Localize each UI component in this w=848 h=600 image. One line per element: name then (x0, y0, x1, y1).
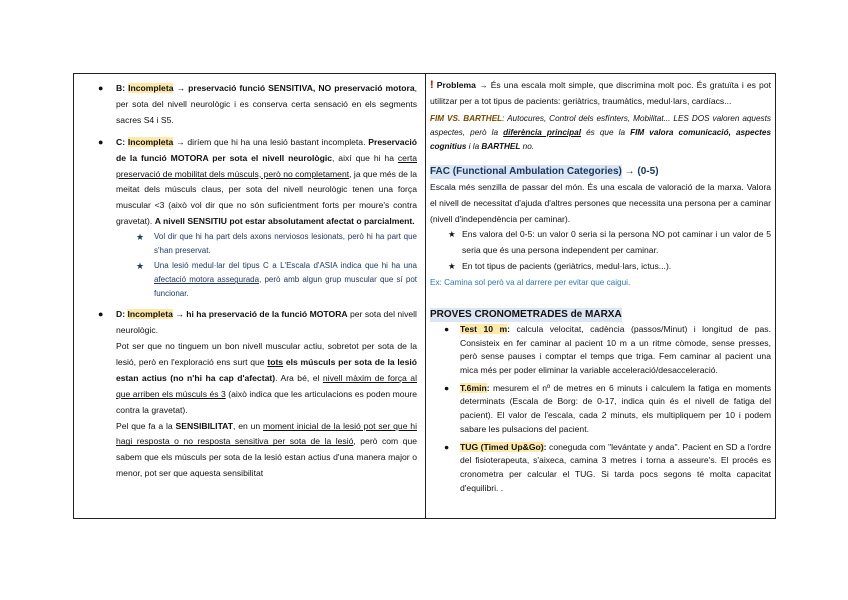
separator: : (543, 441, 550, 452)
incompleta-tag: Incompleta (128, 83, 174, 93)
sub-item-text: , però amb algun grup muscular que sí pot funcionar. (154, 275, 417, 299)
proves-heading: PROVES CRONOMETRADES de MARXA (430, 309, 622, 321)
test-text: calcula velocitat, cadència (passos/Minut) i longitud de pas. Consisteix en fer caminar al pacient 10 m a un ritme còmode, sense presses, però sense pauses i comptar el temps que triga. Fem caminar al pacient una mica més per poder eliminar la variable acceleració/desacceleració. (460, 323, 771, 376)
item-label: C: (116, 136, 126, 147)
item-d (98, 307, 418, 482)
fac-example: Ex: Camina sol però va al darrere per evitar que caigui. (430, 278, 631, 288)
test-item (430, 441, 771, 496)
test-name: T.6min (460, 382, 487, 393)
text: i la (466, 141, 482, 151)
sub-item (136, 259, 417, 301)
item-c-underline: certa preservació de mobilitat dels músculs, però no completament (116, 152, 417, 179)
bold-text: els músculs per sota de la lesió estan actius (no n'hi ha cap d'afectat) (116, 356, 417, 383)
fim-barthel-note (430, 112, 771, 154)
item-label: B: (116, 83, 126, 93)
text: Pot ser que no tinguem un bon nivell muscular actiu, sobretot per sota de la lesió, però en l'exploració ens surt que (116, 340, 417, 367)
bold-text: BARTHEL (481, 141, 521, 151)
star-icon: ★ (448, 229, 456, 240)
fac-range: → (0-5) (621, 165, 659, 177)
arrow: → (475, 80, 491, 90)
fac-heading-row (430, 164, 771, 180)
item-c-text: , ja que més de la meitat dels músculs claus, per sota del nivell neurològic tenen una força muscular <3 (això vol dir que no són suficientment forts per moure's contra gravetat). (116, 168, 417, 227)
text: . Ara bé, el (275, 372, 323, 383)
item-b-lead: preservació funció SENSITIVA, NO preservació motora (188, 83, 415, 93)
item-c-text: diríem que hi ha una lesió bastant incompleta. (187, 136, 369, 147)
item-d-lead: hi ha preservació de la funció MOTORA (186, 309, 348, 320)
arrow: → (172, 309, 187, 320)
star-icon: ★ (136, 261, 145, 272)
problema-label: Problema (436, 80, 476, 90)
document-page (73, 73, 776, 519)
bullet-icon: ● (98, 83, 104, 93)
sub-item (136, 230, 417, 258)
star-icon: ★ (448, 261, 456, 272)
fac-list-text: Ens valora del 0-5: un valor 0 seria si la persona NO pot caminar i un valor de 5 seria que és una persona independent per caminar. (462, 229, 771, 256)
separator: : (486, 382, 493, 393)
bold-text: FIM valora comunicació, aspectes cognitius (430, 127, 772, 151)
text: (això indica que les articulacions es poden moure contra la gravetat). (116, 388, 417, 415)
test-item (430, 323, 771, 378)
bullet-icon: ● (98, 136, 104, 147)
test-item (430, 382, 771, 437)
bullet-icon: ● (444, 323, 450, 334)
item-c-bold: Preservació de la funció MOTORA per sota el nivell neurològic (116, 136, 417, 163)
star-icon: ★ (136, 232, 145, 243)
proves-section (430, 307, 771, 495)
text: Pel que fa a la (116, 420, 176, 431)
problema-block (430, 78, 771, 110)
fac-section (430, 164, 771, 291)
item-c (98, 135, 417, 301)
underline-bold: diferència principal (503, 127, 582, 137)
fac-heading: FAC (Functional Ambulation Categories) (430, 165, 622, 177)
test-text: coneguda com "levántate y anda". Pacient en SD a l'ordre del fisioterapeuta, s'aixeca, camina 3 metres i torna a asseure's. El procés es cronometra per calcular el TUG. Si tarda pocs segons té molta capacitat d'equilibri. . (460, 441, 772, 493)
text: no. (520, 141, 535, 151)
text: : Autocures, Control dels esfínters, Mobilitat... LES DOS valoren aquests aspectes, però la (430, 113, 771, 137)
sub-item-text: Vol dir que hi ha part dels axons nerviosos lesionats, però hi ha part que s'han preservat. (154, 232, 417, 256)
alert-icon: ! (430, 79, 434, 91)
text: , però com que sabem que els músculs per sota de la lesió estan actius d'una manera major o menor, pot ser que aquesta sensibilitat (116, 436, 418, 479)
fac-list-item (448, 259, 771, 275)
fac-list-item (448, 227, 771, 259)
item-label: D: (116, 309, 126, 320)
underline-bold: tots (267, 356, 284, 367)
sub-item-underline: afectació motora assegurada (154, 275, 260, 285)
underline-text: nivell màxim de força al que arriben els músculs és 3 (116, 372, 417, 399)
bullet-icon: ● (444, 382, 450, 393)
item-c-bold: A nivell SENSITIU pot estar absolutament afectat o parcialment. (154, 216, 415, 227)
item-d-paragraph (116, 339, 417, 419)
incompleta-tag: Incompleta (127, 309, 173, 320)
separator: : (507, 323, 517, 334)
test-name: TUG (Timed Up&Go) (460, 441, 544, 452)
item-d-text: per sota del nivell neurològic. (116, 309, 417, 336)
test-name: Test 10 m (460, 323, 508, 334)
sub-list (136, 230, 417, 301)
fac-list-text: En tot tipus de pacients (geriàtrics, medul·lars, ictus...). (462, 261, 672, 272)
text: és que la (581, 127, 631, 137)
fac-list (448, 227, 771, 275)
left-column (74, 74, 425, 518)
test-text: mesurem el nº de metres en 6 minuts i calculem la fatiga en moments determinats (Escala de Borg: de 0-17, indica quin és el nivell de fatiga del pacient). El valor de l'escala, cada 2 minuts, els multipliquem per 10 i podem sabare les pulsacions del pacient. (460, 382, 771, 434)
arrow: → (173, 83, 189, 93)
underline-text: moment inicial de la lesió pot ser que hi hagi resposta o no resposta sensitiva per sota de la lesió (116, 420, 417, 447)
right-column (426, 74, 777, 518)
sub-item-text: Una lesió medul·lar del tipus C a L'Escala d'ASIA indica que hi ha una (154, 261, 417, 271)
item-b (98, 81, 418, 129)
arrow: → (173, 136, 188, 147)
text: , en un (233, 420, 263, 431)
fim-title: FIM VS. BARTHEL (430, 113, 503, 123)
problema-text: És una escala molt simple, que discrimina molt poc. És gratuïta i es pot utilitzar per a tot tipus de pacients: geriàtrics, traumàtics, medul·lars, cardíacs... (430, 80, 772, 106)
bullet-icon: ● (98, 309, 104, 320)
item-c-text: , així que hi ha (332, 152, 398, 163)
fac-description: Escala més senzilla de passar del món. És una escala de valoració de la marxa. Valora el nivell de necessitat d'ajuda d'altres persones que necessita una persona per a caminar (nivell d'independència per caminar). (430, 181, 771, 224)
item-b-text: , per sota del nivell neurològic i es conserva certa sensació en els segments sacres S4 i S5. (116, 83, 418, 125)
item-d-paragraph (116, 419, 417, 483)
incompleta-tag: Incompleta (127, 136, 174, 147)
bullet-icon: ● (444, 441, 450, 452)
bold-text: SENSIBILITAT (175, 420, 233, 431)
